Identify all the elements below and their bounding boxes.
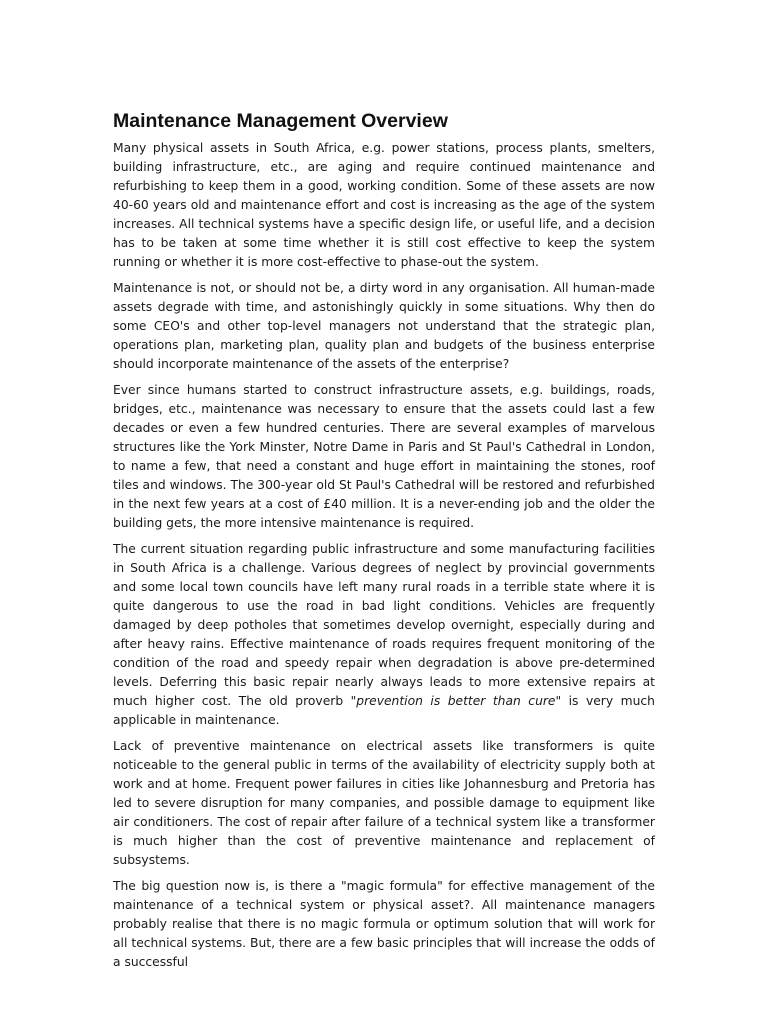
paragraph-text: is very much applicable in maintenance. [113,694,655,727]
document-page [113,108,655,979]
page-title: Maintenance Management Overview [113,110,448,132]
paragraph-text: The current situation regarding public infrastructure and some manufacturing facilities in South Africa is a challenge. Various degrees of neglect by provincial governments and some local town councils have left many rural roads in a terrible state where it is quite dangerous to use the road in bad light conditions. Vehicles are frequently damaged by deep potholes that sometimes develop overnight, especially during and after heavy rains. Effective maintenance of roads requires frequent monitoring of the condition of the road and speedy repair when degradation is above pre-determined levels. Deferring this basic repair nearly always leads to more extensive repairs at much higher cost. The old proverb [113,542,655,708]
paragraph-maintenance-not-dirty-word: Maintenance is not, or should not be, a dirty word in any organisation. All human-made assets degrade with time, and astonishingly quickly in some situations. Why then do some CEO's and other top-level managers not understand that the strategic plan, operations plan, marketing plan, quality plan and budgets of the business enterprise should incorporate maintenance of the assets of the enterprise? [113,281,655,371]
paragraph-historic-structures: Ever since humans started to construct infrastructure assets, e.g. buildings, roads, bridges, etc., maintenance was necessary to ensure that the assets could last a few decades or even a few hundred centuries. There are several examples of marvelous structures like the York Minster, Notre Dame in Paris and St Paul's Cathedral in London, to name a few, that need a constant and huge effort in maintaining the stones, roof tiles and windows. The 300-year old St Paul's Cathedral will be restored and refurbished in the next few years at a cost of £40 million. It is a never-ending job and the older the building gets, the more intensive maintenance is required. [113,383,655,530]
paragraph-aging-assets: Many physical assets in South Africa, e.g. power stations, process plants, smelters, building infrastructure, etc., are aging and require continued maintenance and refurbishing to keep them in a good, working condition. Some of these assets are now 40-60 years old and maintenance effort and cost is increasing as the age of the system increases. All technical systems have a specific design life, or useful life, and a decision has to be taken at some time whether it is still cost effective to keep the system running or whether it is more cost-effective to phase-out the system. [113,141,655,269]
paragraph-magic-formula: The big question now is, is there a "magic formula" for effective management of the maintenance of a technical system or physical asset?. All maintenance managers probably realise that there is no magic formula or optimum solution that will work for all technical systems. But, there are a few basic principles that will increase the odds of a successful [113,879,655,969]
proverb-quote: "prevention is better than cure" [350,694,562,708]
paragraph-electrical-assets: Lack of preventive maintenance on electrical assets like transformers is quite noticeable to the general public in terms of the availability of electricity supply both at work and at home. Frequent power failures in cities like Johannesburg and Pretoria has led to severe disruption for many companies, and possible damage to equipment like air conditioners. The cost of repair after failure of a technical system like a transformer is much higher than the cost of preventive maintenance and replacement of subsystems. [113,739,655,867]
paragraph-public-infrastructure [113,540,655,730]
